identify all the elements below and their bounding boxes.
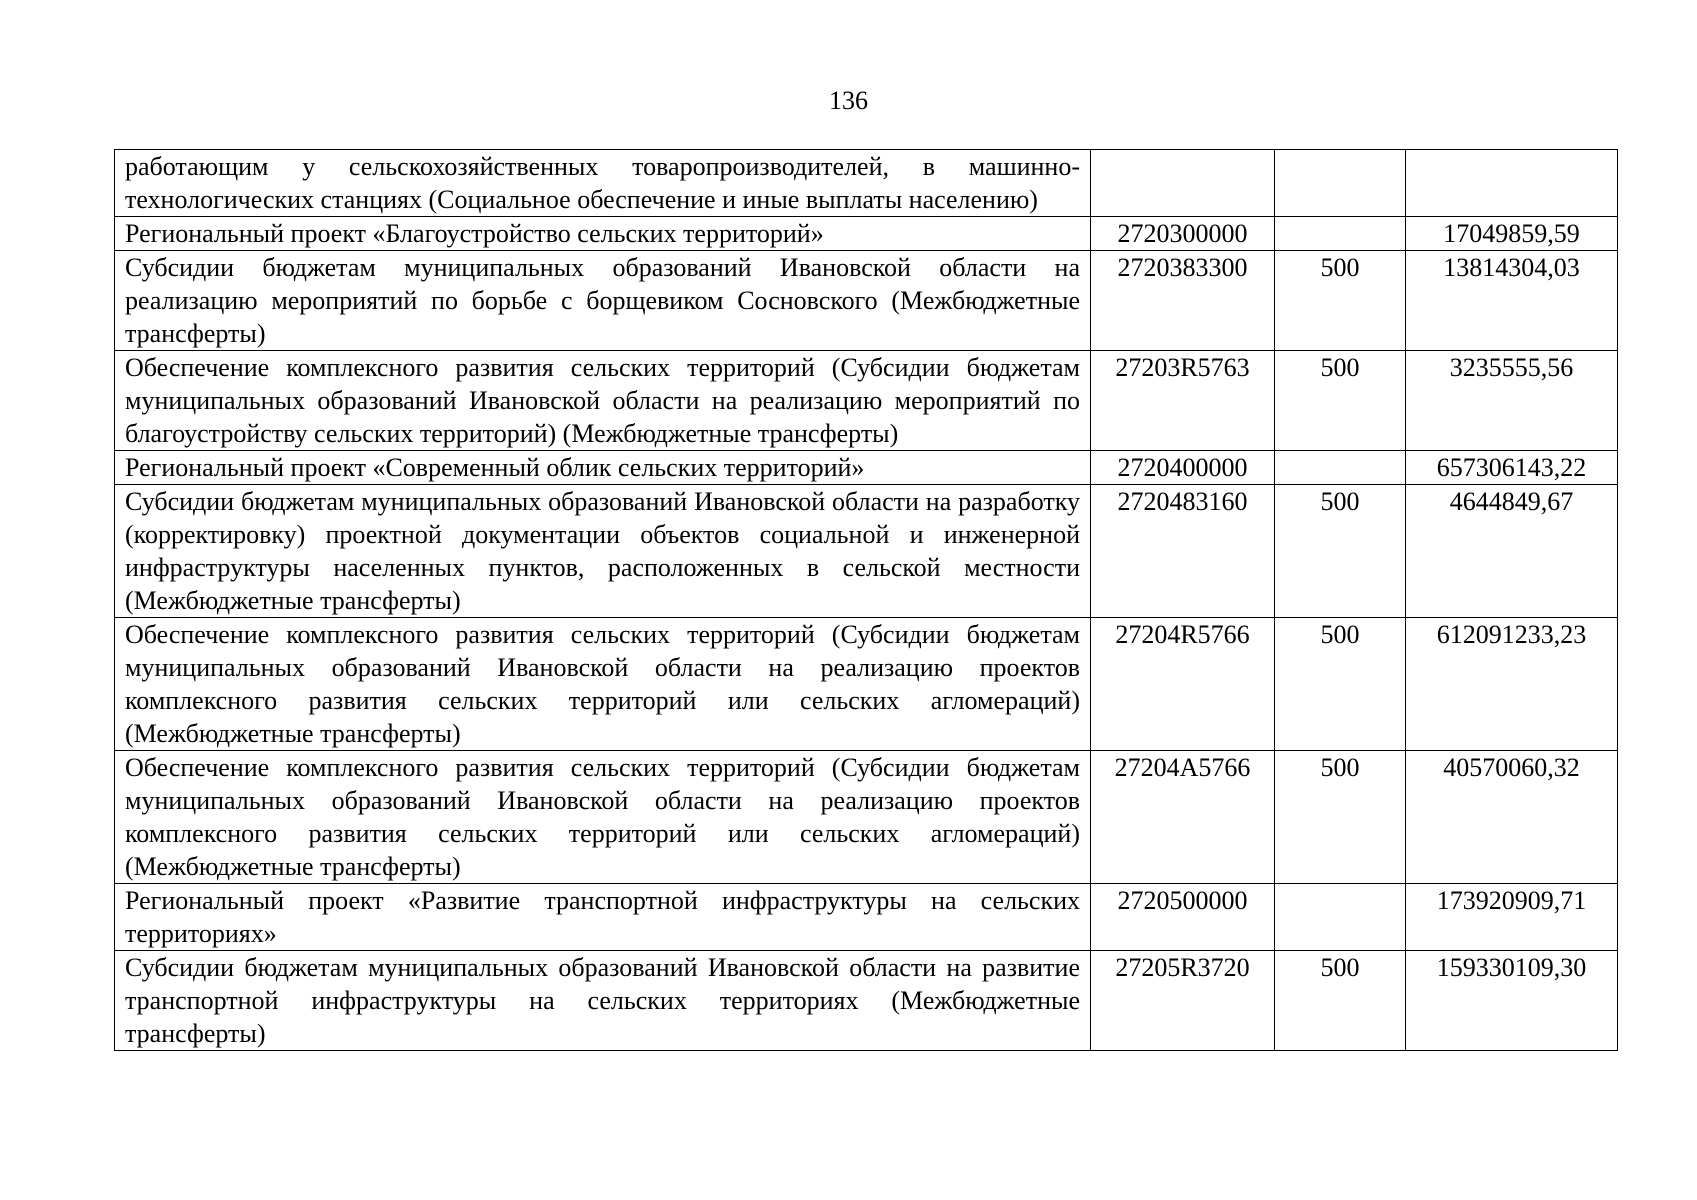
row-target-code: 2720400000	[1091, 451, 1275, 485]
row-amount: 3235555,56	[1406, 351, 1618, 451]
table-row	[115, 150, 1618, 217]
row-target-code: 27204R5766	[1091, 618, 1275, 751]
table-row	[115, 884, 1618, 951]
row-description: работающим у сельскохозяйственных товаропроизводителей, в машинно-технологических станциях (Социальное обеспечение и иные выплаты населению)	[115, 150, 1091, 217]
row-expense-type: 500	[1275, 951, 1406, 1051]
row-description: Региональный проект «Современный облик сельских территорий»	[115, 451, 1091, 485]
row-expense-type: 500	[1275, 618, 1406, 751]
page-number: 136	[829, 86, 868, 115]
row-amount: 173920909,71	[1406, 884, 1618, 951]
row-target-code: 2720483160	[1091, 485, 1275, 618]
row-target-code: 27204A5766	[1091, 751, 1275, 884]
table-row	[115, 751, 1618, 884]
table-row	[115, 251, 1618, 351]
row-expense-type: 500	[1275, 251, 1406, 351]
table-row	[115, 217, 1618, 251]
row-target-code: 2720383300	[1091, 251, 1275, 351]
row-target-code	[1091, 150, 1275, 217]
row-description: Субсидии бюджетам муниципальных образований Ивановской области на реализацию мероприятий по борьбе с борщевиком Сосновского (Межбюджетные трансферты)	[115, 251, 1091, 351]
row-target-code: 27205R3720	[1091, 951, 1275, 1051]
budget-table-body	[115, 150, 1618, 1051]
row-expense-type: 500	[1275, 751, 1406, 884]
row-target-code: 27203R5763	[1091, 351, 1275, 451]
table-row	[115, 618, 1618, 751]
row-amount: 612091233,23	[1406, 618, 1618, 751]
row-target-code: 2720300000	[1091, 217, 1275, 251]
row-description: Обеспечение комплексного развития сельских территорий (Субсидии бюджетам муниципальных образований Ивановской области на реализацию проектов комплексного развития сельских территорий или сельских агломераций) (Межбюджетные трансферты)	[115, 751, 1091, 884]
row-amount: 657306143,22	[1406, 451, 1618, 485]
row-expense-type	[1275, 150, 1406, 217]
row-amount: 159330109,30	[1406, 951, 1618, 1051]
row-expense-type: 500	[1275, 485, 1406, 618]
row-amount: 4644849,67	[1406, 485, 1618, 618]
row-description: Субсидии бюджетам муниципальных образований Ивановской области на развитие транспортной инфраструктуры на сельских территориях (Межбюджетные трансферты)	[115, 951, 1091, 1051]
row-amount	[1406, 150, 1618, 217]
table-row	[115, 351, 1618, 451]
row-description: Субсидии бюджетам муниципальных образований Ивановской области на разработку (корректировку) проектной документации объектов социальной и инженерной инфраструктуры населенных пунктов, расположенных в сельской местности (Межбюджетные трансферты)	[115, 485, 1091, 618]
table-row	[115, 951, 1618, 1051]
row-description: Региональный проект «Благоустройство сельских территорий»	[115, 217, 1091, 251]
table-row	[115, 485, 1618, 618]
row-amount: 13814304,03	[1406, 251, 1618, 351]
row-target-code: 2720500000	[1091, 884, 1275, 951]
row-expense-type	[1275, 217, 1406, 251]
row-amount: 17049859,59	[1406, 217, 1618, 251]
table-row	[115, 451, 1618, 485]
row-description: Обеспечение комплексного развития сельских территорий (Субсидии бюджетам муниципальных образований Ивановской области на реализацию проектов комплексного развития сельских территорий или сельских агломераций) (Межбюджетные трансферты)	[115, 618, 1091, 751]
row-expense-type	[1275, 451, 1406, 485]
row-amount: 40570060,32	[1406, 751, 1618, 884]
row-expense-type: 500	[1275, 351, 1406, 451]
budget-table	[114, 149, 1618, 1051]
row-description: Обеспечение комплексного развития сельских территорий (Субсидии бюджетам муниципальных образований Ивановской области на реализацию мероприятий по благоустройству сельских территорий) (Межбюджетные трансферты)	[115, 351, 1091, 451]
row-expense-type	[1275, 884, 1406, 951]
row-description: Региональный проект «Развитие транспортной инфраструктуры на сельских территориях»	[115, 884, 1091, 951]
